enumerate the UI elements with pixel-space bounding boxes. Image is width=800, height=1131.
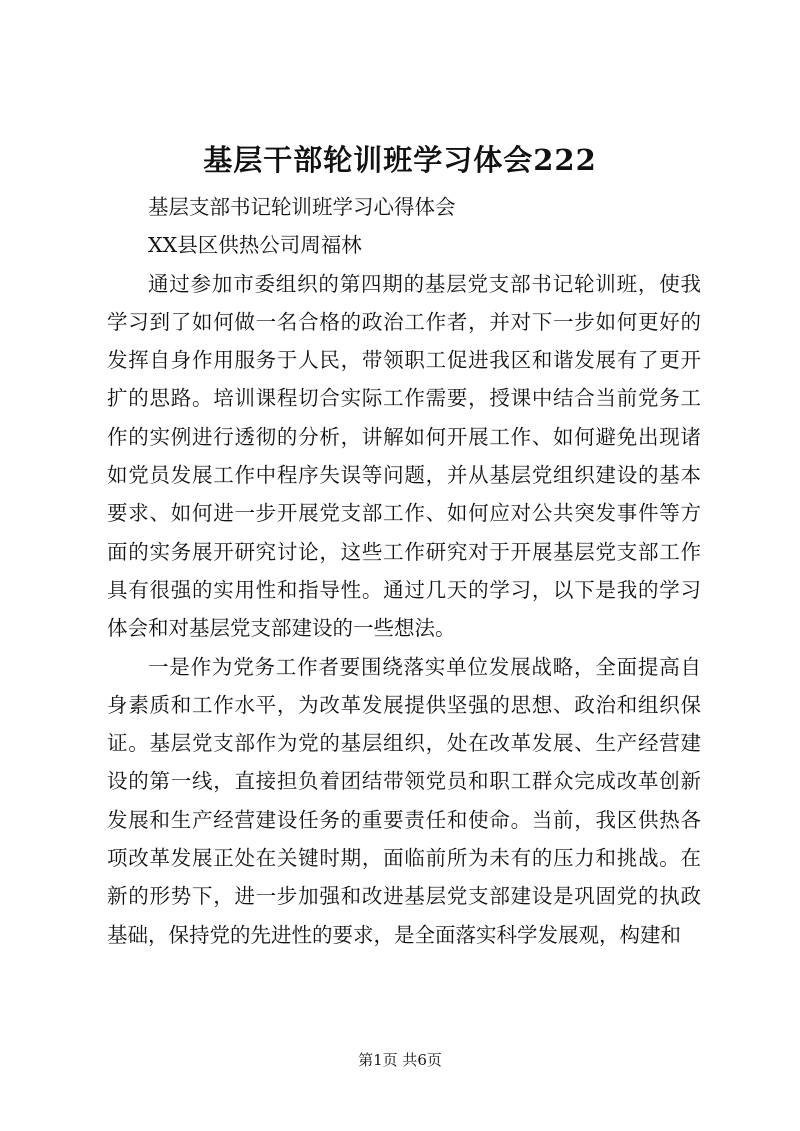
document-title: 基层干部轮训班学习体会222 <box>203 143 597 177</box>
subtitle-line: 基层支部书记轮训班学习心得体会 <box>148 195 456 219</box>
page-number-footer: 第1页 共6页 <box>358 1051 442 1069</box>
body-paragraph: 通过参加市委组织的第四期的基层党支部书记轮训班，使我学习到了如何做一名合格的政治工作者，并对下一步如何更好的发挥自身作用服务于人民，带领职工促进我区和谐发展有了更开扩的思路。培训课程切合实际工作需要，授课中结合当前党务工作的实例进行透彻的分析，讲解如何开展工作、如何避免出现诸如党员发展工作中程序失误等问题，并从基层党组织建设的基本要求、如何进一步开展党支部工作、如何应对公共突发事件等方面的实务展开研究讨论，这些工作研究对于开展基层党支部工作具有很强的实用性和指导性。通过几天的学习，以下是我的学习体会和对基层党支部建设的一些想法。 <box>107 271 701 641</box>
document-body <box>107 188 701 954</box>
body-paragraph: 一是作为党务工作者要围绕落实单位发展战略，全面提高自身素质和工作水平，为改革发展提供坚强的思想、政治和组织保证。基层党支部作为党的基层组织，处在改革发展、生产经营建设的第一线，直接担负着团结带领党员和职工群众完成改革创新发展和生产经营建设任务的重要责任和使命。当前，我区供热各项改革发展正处在关键时期，面临前所为未有的压力和挑战。在新的形势下，进一步加强和改进基层党支部建设是巩固党的执政基础，保持党的先进性的要求，是全面落实科学发展观，构建和 <box>107 654 701 947</box>
author-line: XX县区供热公司周福林 <box>148 233 362 258</box>
